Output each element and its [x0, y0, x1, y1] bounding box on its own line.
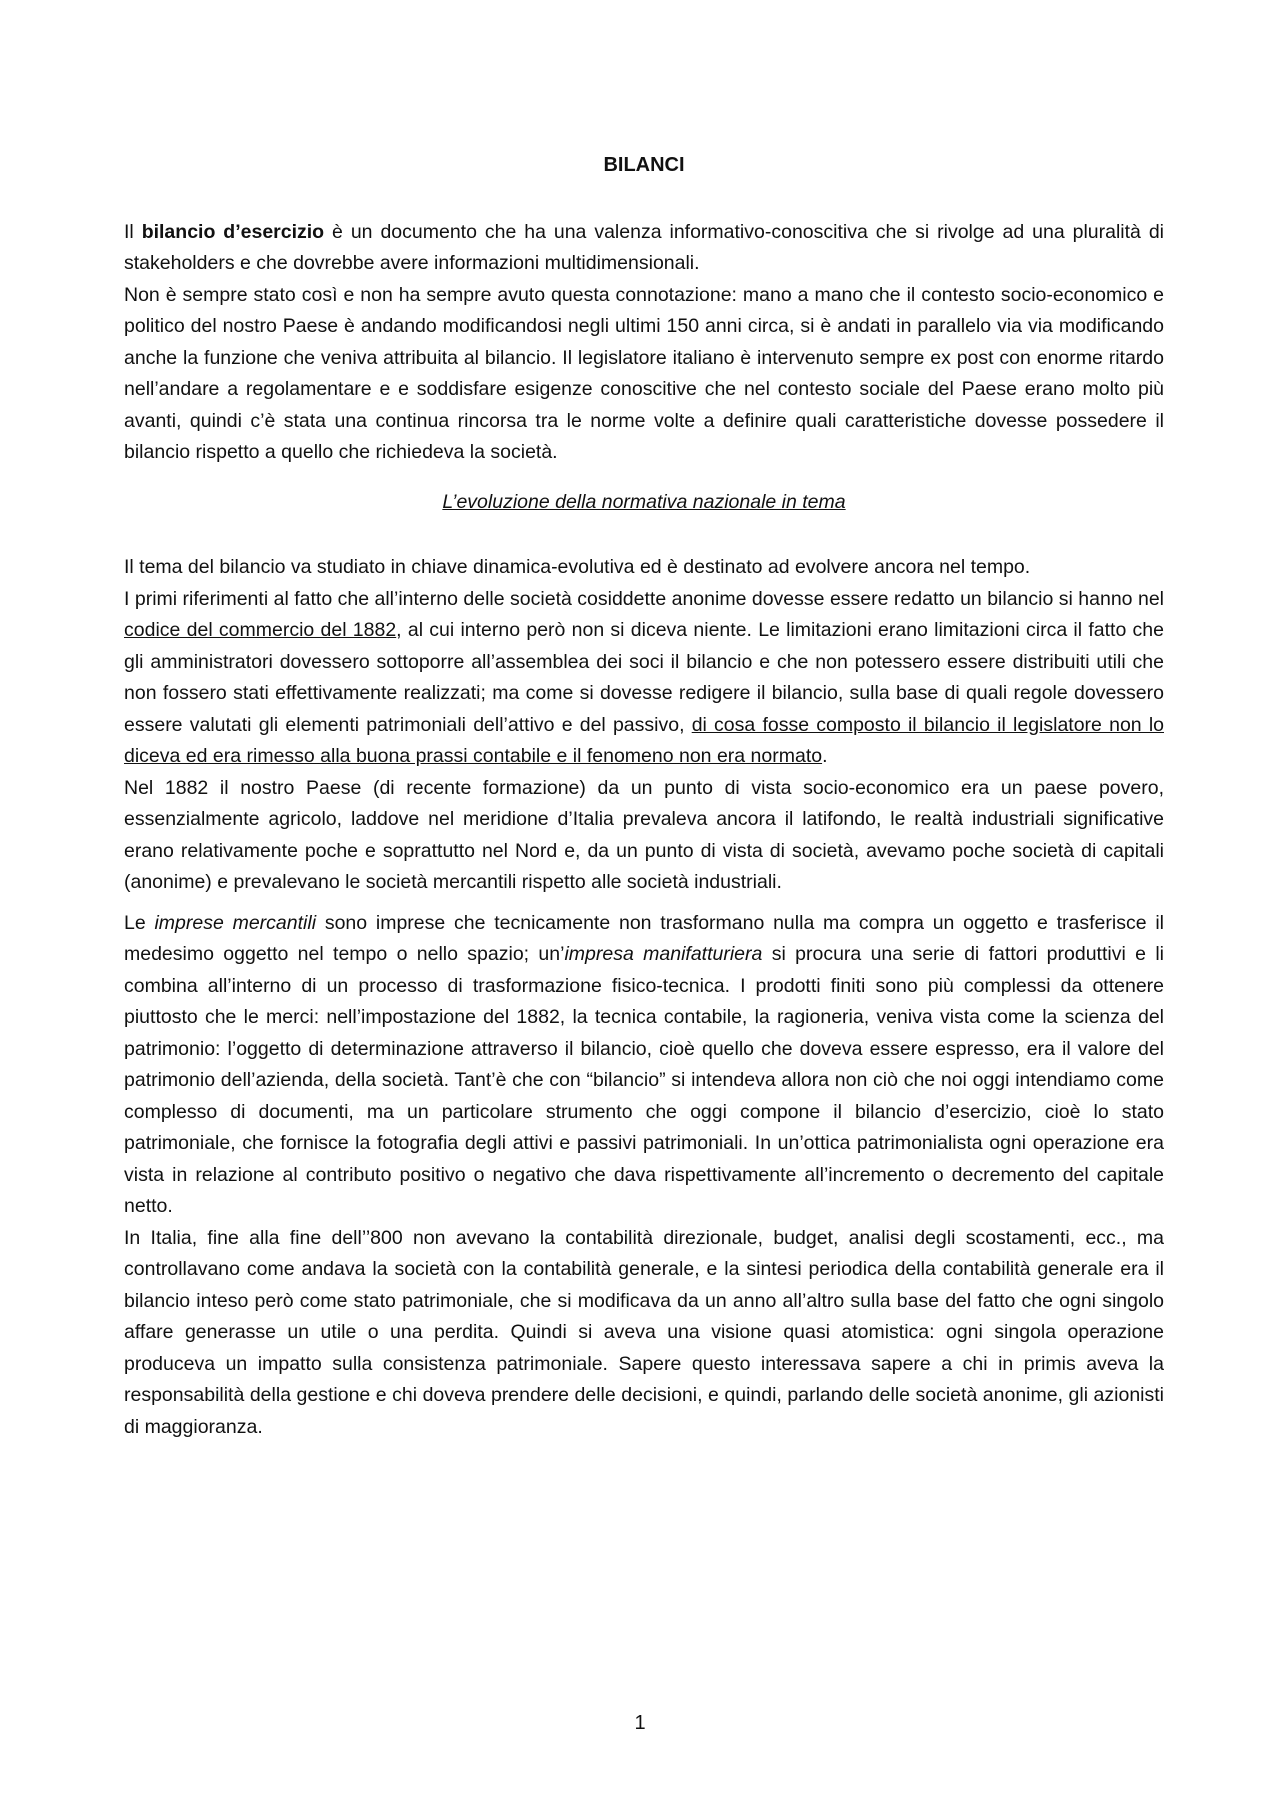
text-run: , al cui interno però non si diceva niente. Le limitazioni erano limitazioni circa il fatto che gli amministratori dovessero sottoporre all’assemblea dei soci il bilancio e che non potessero essere distribuiti utili che non fossero stati effettivamente realizzati; ma come si dovesse redigere il bilancio, sulla base di quali regole dovessero essere valutati gli elementi patrimoniali dell’attivo e del passivo, — [124, 619, 1164, 736]
underlined-text: di cosa fosse composto il bilancio il legislatore non lo diceva ed era rimesso alla buona prassi contabile e il fenomeno non era normato — [124, 713, 1164, 767]
page-number: 1 — [634, 1712, 646, 1734]
section-paragraph-3: Nel 1882 il nostro Paese (di recente formazione) da un punto di vista socio-economico era un paese povero, essenzialmente agricolo, laddove nel meridione d’Italia prevaleva ancora il latifondo, le realtà industriali significative erano relativamente poche e soprattutto nel Nord e, da un punto di vista di società, avevamo poche società di capitali (anonime) e prevalevano le società mercantili rispetto alle società industriali. — [124, 776, 1164, 893]
text-run: Il — [124, 220, 142, 243]
text-run: sono imprese che tecnicamente non trasformano nulla ma compra un oggetto e trasferisce il medesimo oggetto nel tempo o nello spazio; un’ — [124, 911, 1165, 965]
section-title: L’evoluzione della normativa nazionale in tema — [442, 490, 846, 513]
italic-term: impresa manifatturiera — [564, 943, 763, 965]
underlined-text: codice del commercio del 1882 — [124, 619, 397, 641]
text-run: . — [822, 745, 828, 767]
section-paragraph-5: In Italia, fine alla fine dell’’800 non avevano la contabilità direzionale, budget, analisi degli scostamenti, ecc., ma controllavano come andava la società con la contabilità generale, e la sintesi periodica della contabilità generale era il bilancio inteso però come stato patrimoniale, che si modificava da un anno all’altro sulla base del fatto che ogni singolo affare generasse un utile o una perdita. Quindi si aveva una visione quasi atomistica: ogni singola operazione produceva un impatto sulla consistenza patrimoniale. Sapere questo interessava sapere a chi in primis aveva la responsabilità della gestione e chi doveva prendere delle decisioni, e quindi, parlando delle società anonime, gli azionisti di maggioranza. — [124, 1226, 1164, 1438]
intro-paragraph-2: Non è sempre stato così e non ha sempre avuto questa connotazione: mano a mano che il contesto socio-economico e politico del nostro Paese è andando modificandosi negli ultimi 150 anni circa, si è andati in parallelo via via modificando anche la funzione che veniva attribuita al bilancio. Il legislatore italiano è intervenuto sempre ex post con enorme ritardo nell’andare a regolamentare e e soddisfare esigenze conoscitive che nel contesto sociale del Paese erano molto più avanti, quindi c’è stata una continua rincorsa tra le norme volte a definire quali caratteristiche dovesse possedere il bilancio rispetto a quello che richiedeva la società. — [124, 283, 1164, 463]
section-paragraph-1: Il tema del bilancio va studiato in chiave dinamica-evolutiva ed è destinato ad evolvere ancora nel tempo. — [124, 556, 1031, 578]
italic-term: imprese mercantili — [154, 911, 317, 934]
bold-term: bilancio d’esercizio — [141, 220, 325, 243]
intro-paragraph-1 — [124, 217, 1164, 280]
section-paragraph-4 — [124, 908, 1164, 1223]
document-page — [124, 150, 1164, 1443]
section-paragraph-2 — [124, 584, 1164, 773]
text-run: si procura una serie di fattori produttivi e li combina all’interno di un processo di trasformazione fisico-tecnica. I prodotti finiti sono più complessi da ottenere piuttosto che le merci: nell’impostazione del 1882, la tecnica contabile, la ragioneria, veniva vista come la scienza del patrimonio: l’oggetto di determinazione attraverso il bilancio, cioè quello che doveva essere espresso, era il valore del patrimonio dell’azienda, della società. Tant’è che con “bilancio” si intendeva allora non ciò che noi oggi intendiamo come complesso di documenti, ma un particolare strumento che oggi compone il bilancio d’esercizio, cioè lo stato patrimoniale, che fornisce la fotografia degli attivi e passivi patrimoniali. In un’ottica patrimonialista ogni operazione era vista in relazione al contributo positivo o negativo che dava rispettivamente all’incremento o decremento del capitale netto. — [124, 943, 1164, 1217]
text-run: è un documento che ha una valenza informativo-conoscitiva che si rivolge ad una pluralità di stakeholders e che dovrebbe avere informazioni multidimensionali. — [124, 220, 1165, 274]
document-title: BILANCI — [603, 154, 685, 176]
text-run: Le — [124, 911, 155, 934]
text-run: I primi riferimenti al fatto che all’interno delle società cosiddette anonime dovesse essere redatto un bilancio si hanno nel — [124, 587, 1164, 610]
